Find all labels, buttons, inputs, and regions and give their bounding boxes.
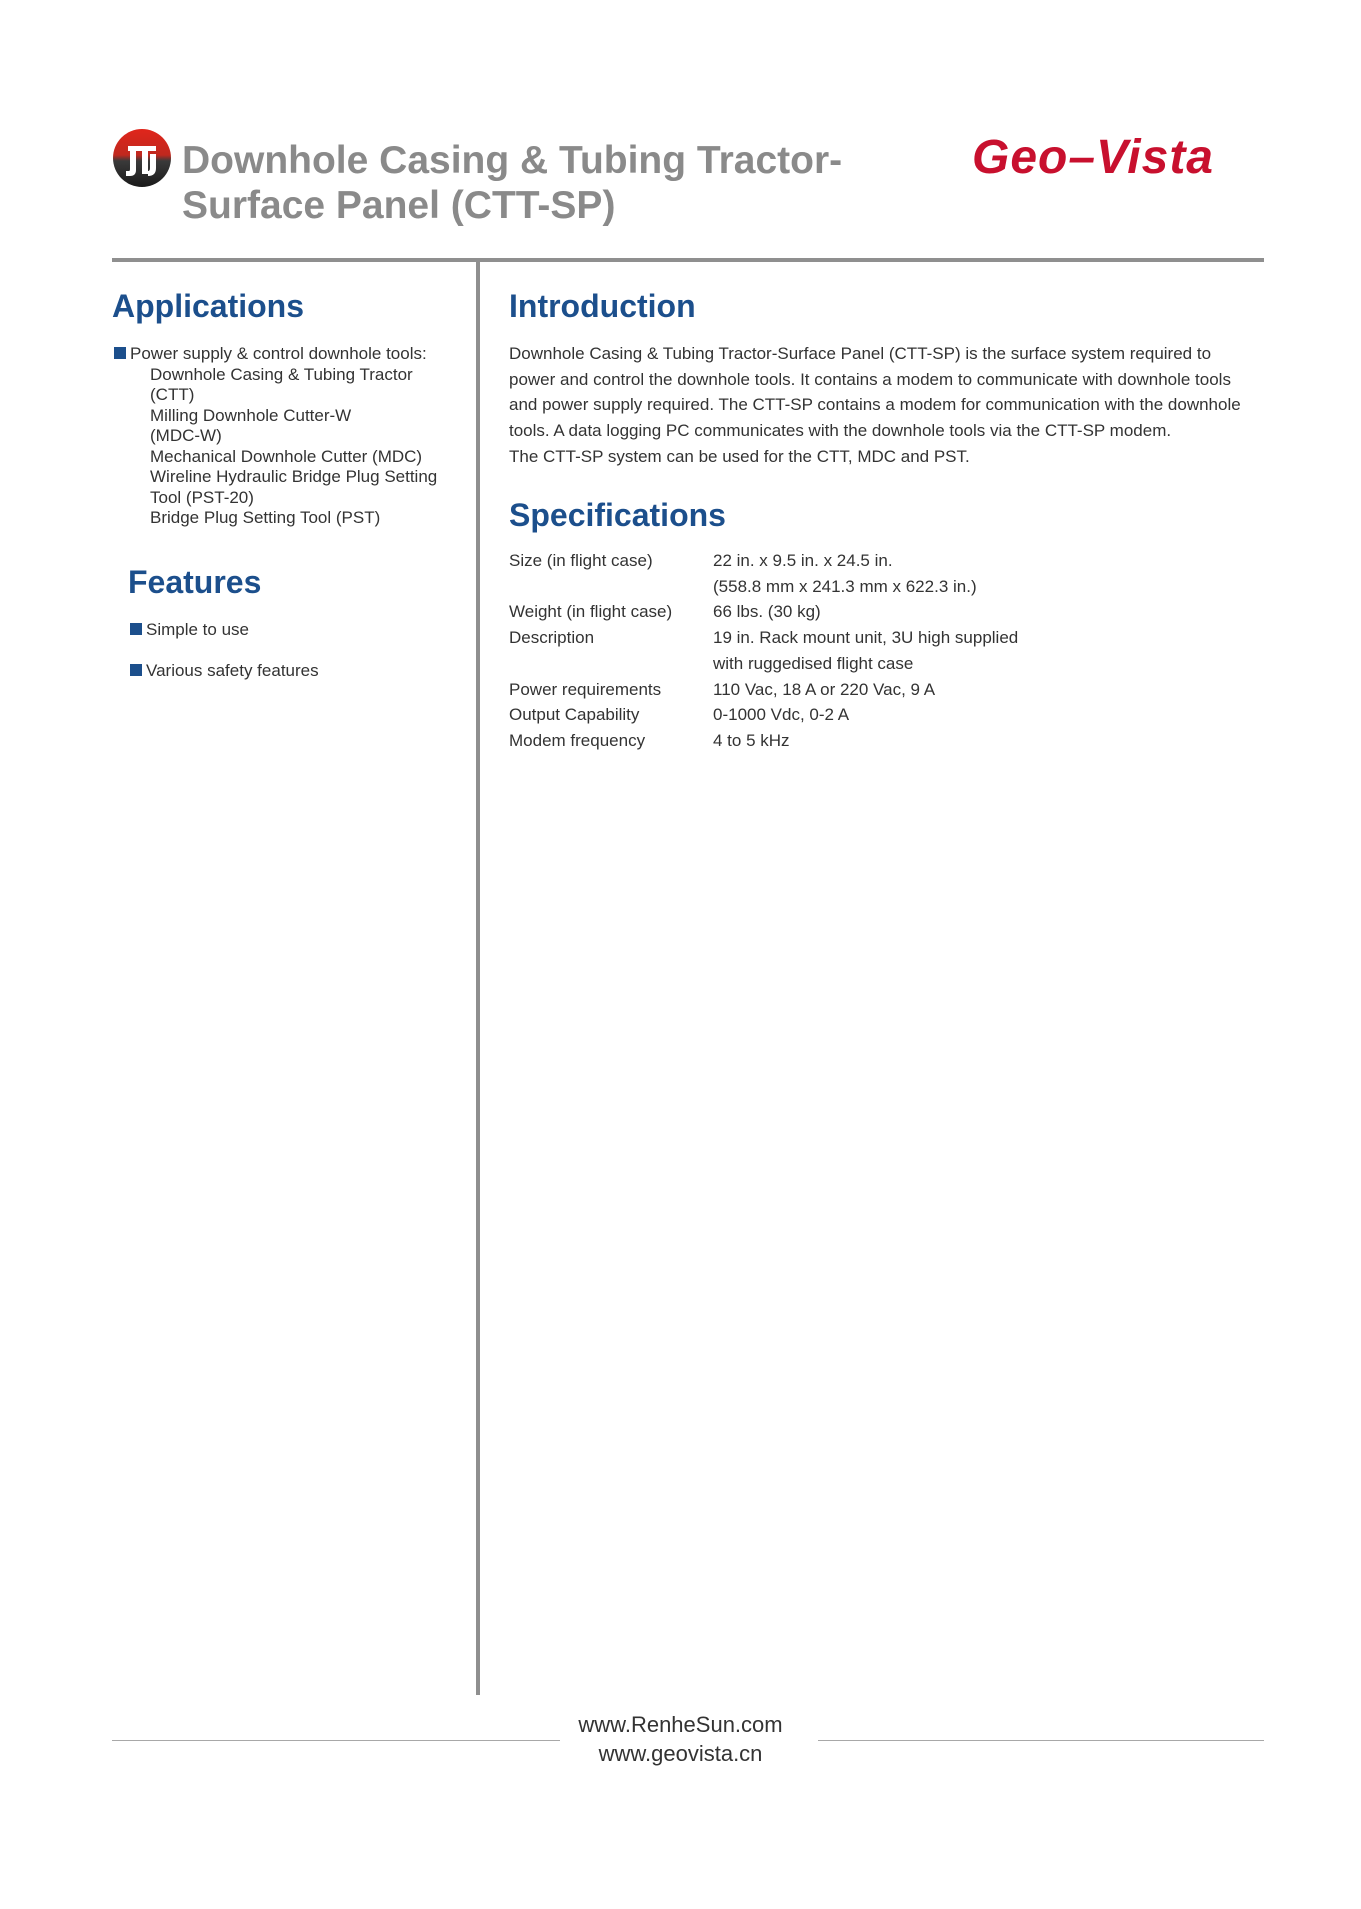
introduction-paragraph: The CTT-SP system can be used for the CTT, MDC and PST.	[509, 446, 970, 466]
introduction-paragraph: Downhole Casing & Tubing Tractor-Surface Panel (CTT-SP) is the surface system required to power and control the downhole tools. It contains a modem to communicate with downhole tools and power supply required. The CTT-SP contains a modem for communication with the downhole tools. A data logging PC communicates with the downhole tools via the CTT-SP modem.	[509, 344, 1241, 441]
footer-url-renhesun[interactable]: www.RenheSun.com	[578, 1712, 783, 1737]
feature-text: Various safety features	[146, 661, 319, 680]
spec-value: 0-1000 Vdc, 0-2 A	[713, 705, 850, 725]
applications-heading: Applications	[112, 288, 305, 324]
document-title	[182, 138, 882, 228]
introduction-body	[509, 341, 1259, 470]
spec-value-line: with ruggedised flight case	[713, 653, 914, 673]
spec-value	[713, 548, 1018, 599]
list-item: Milling Downhole Cutter-W	[150, 405, 352, 425]
spec-label: Description	[509, 628, 595, 648]
feature-item	[130, 620, 249, 640]
spec-value: 4 to 5 kHz	[713, 730, 790, 750]
list-item: Wireline Hydraulic Bridge Plug Setting	[150, 467, 438, 486]
table-row	[509, 625, 1018, 676]
table-row	[509, 702, 1018, 728]
applications-lead-text: Power supply & control downhole tools:	[130, 344, 427, 363]
spec-value-line: 19 in. Rack mount unit, 3U high supplied	[713, 628, 1019, 648]
spec-label: Power requirements	[509, 679, 662, 699]
title-line-1: Downhole Casing & Tubing Tractor-	[182, 139, 843, 182]
specifications-heading: Specifications	[509, 497, 726, 533]
spec-value: 110 Vac, 18 A or 220 Vac, 9 A	[713, 679, 936, 699]
specifications-table	[509, 548, 1018, 754]
spec-label: Weight (in flight case)	[509, 602, 673, 622]
brand-logo: Geo–Vista	[972, 131, 1214, 184]
feature-text: Simple to use	[146, 620, 249, 639]
list-item: Bridge Plug Setting Tool (PST)	[150, 508, 381, 527]
table-row	[509, 599, 1018, 625]
features-heading: Features	[128, 564, 262, 600]
column-divider	[476, 262, 480, 1695]
bullet-square-icon	[130, 623, 142, 635]
table-row	[509, 677, 1018, 703]
spec-value-line: 22 in. x 9.5 in. x 24.5 in.	[713, 551, 893, 570]
applications-list	[114, 344, 454, 529]
spec-label: Output Capability	[509, 705, 640, 725]
spec-value: 66 lbs. (30 kg)	[713, 602, 821, 622]
list-item: Mechanical Downhole Cutter (MDC)	[150, 446, 423, 466]
list-item: (MDC-W)	[150, 426, 222, 445]
bullet-square-icon	[130, 664, 142, 676]
list-item: Downhole Casing & Tubing Tractor	[150, 364, 413, 384]
company-logo-icon	[112, 128, 172, 188]
table-row	[509, 548, 1018, 599]
bullet-square-icon	[114, 347, 126, 359]
feature-item	[130, 661, 319, 681]
title-line-2: Surface Panel (CTT-SP)	[182, 184, 616, 227]
list-item: (CTT)	[150, 385, 195, 404]
table-row	[509, 728, 1018, 754]
list-item: Tool (PST-20)	[150, 487, 254, 507]
header-divider	[112, 258, 1264, 262]
spec-value	[713, 625, 1018, 676]
spec-label: Modem frequency	[509, 730, 646, 750]
introduction-heading: Introduction	[509, 288, 696, 324]
applications-lead	[114, 344, 454, 365]
spec-label: Size (in flight case)	[509, 551, 653, 570]
footer-url-geovista[interactable]: www.geovista.cn	[598, 1741, 763, 1766]
spec-value-line: (558.8 mm x 241.3 mm x 622.3 in.)	[713, 576, 977, 596]
